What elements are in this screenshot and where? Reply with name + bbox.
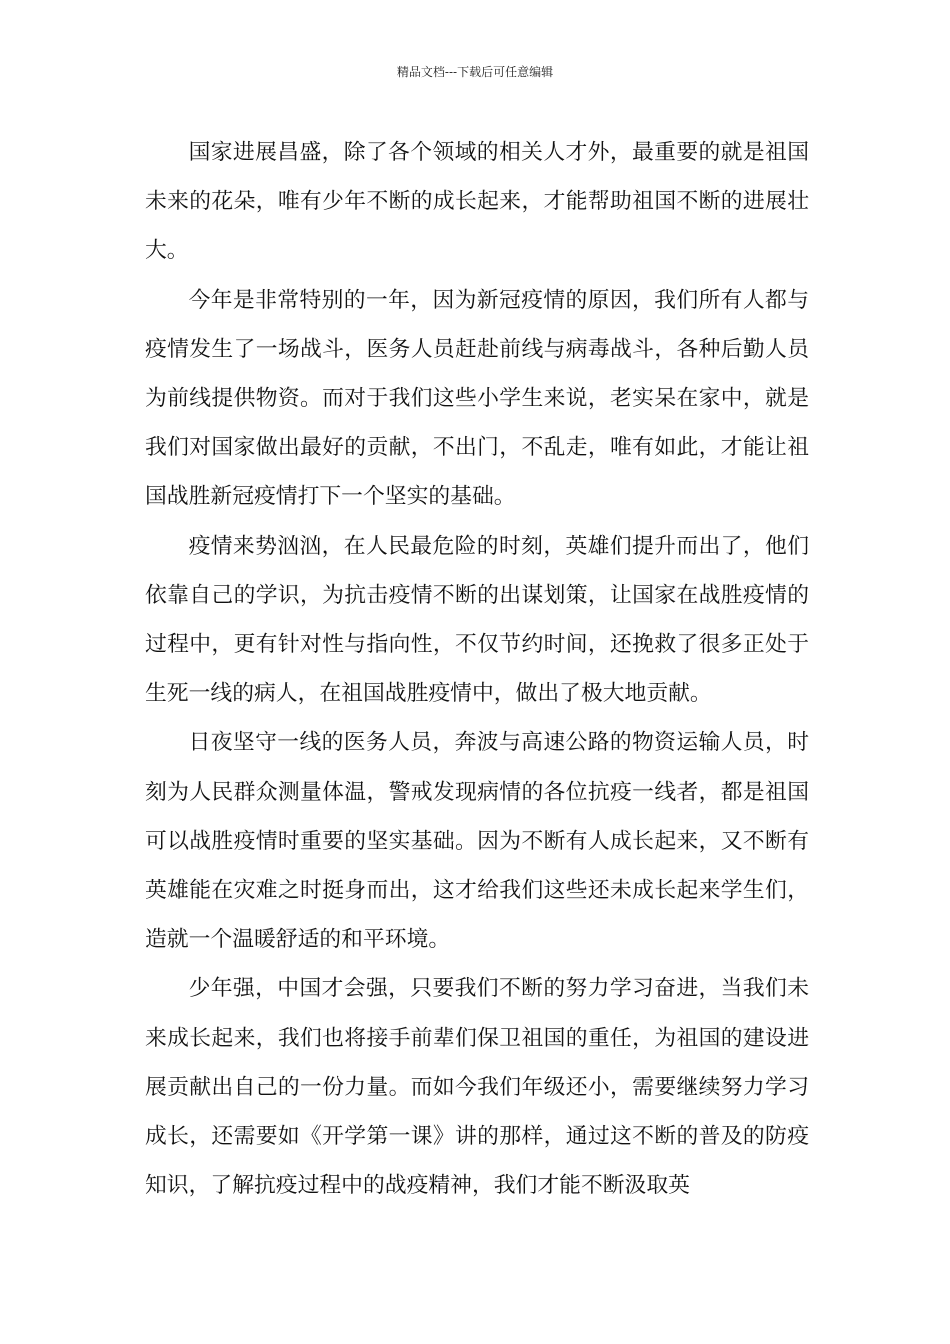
page-header: 精品文档---下载后可任意编辑 bbox=[396, 65, 554, 79]
paragraph-5: 少年强，中国才会强，只要我们不断的努力学习奋进，当我们未来成长起来，我们也将接手前辈们保卫祖国的重任，为祖国的建设进展贡献出自己的一份力量。而如今我们年级还小，需要继续努力学习成长，还需要如《开学第一课》讲的那样，通过这不断的普及的防疫知识，了解抗疫过程中的战疫精神，我们才能不断汲取英 bbox=[145, 976, 809, 1199]
paragraph-2: 今年是非常特别的一年，因为新冠疫情的原因，我们所有人都与疫情发生了一场战斗，医务人员赶赴前线与病毒战斗，各种后勤人员为前线提供物资。而对于我们这些小学生来说，老实呆在家中，就是我们对国家做出最好的贡献，不出门，不乱走，唯有如此，才能让祖国战胜新冠疫情打下一个坚实的基础。 bbox=[145, 287, 809, 510]
paragraph-1: 国家进展昌盛，除了各个领域的相关人才外，最重要的就是祖国未来的花朵，唯有少年不断的成长起来，才能帮助祖国不断的进展壮大。 bbox=[145, 140, 809, 264]
paragraph-4: 日夜坚守一线的医务人员，奔波与高速公路的物资运输人员，时刻为人民群众测量体温，警戒发现病情的各位抗疫一线者，都是祖国可以战胜疫情时重要的坚实基础。因为不断有人成长起来，又不断有英雄能在灾难之时挺身而出，这才给我们这些还未成长起来学生们，造就一个温暖舒适的和平环境。 bbox=[145, 730, 809, 953]
paragraph-3: 疫情来势汹汹，在人民最危险的时刻，英雄们提升而出了，他们依靠自己的学识，为抗击疫情不断的出谋划策，让国家在战胜疫情的过程中，更有针对性与指向性，不仅节约时间，还挽救了很多正处于生死一线的病人，在祖国战胜疫情中，做出了极大地贡献。 bbox=[145, 533, 809, 707]
article-body bbox=[145, 128, 809, 1260]
